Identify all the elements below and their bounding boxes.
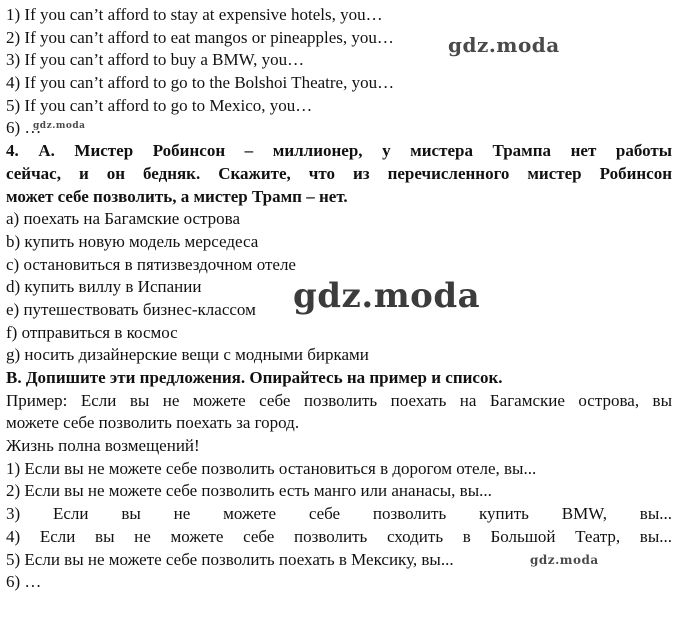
task-b-heading: B. Допишите эти предложения. Опирайтесь на пример и список.	[6, 368, 503, 387]
exercise-a-item-3: 3) If you can’t afford to buy a BMW, you…	[6, 50, 305, 70]
task-b-item-3: 3) Если вы не можете себе позволить купить BMW, вы...	[6, 504, 672, 524]
task-4-option-b: b) купить новую модель мерседеса	[6, 231, 259, 251]
task-4-heading-line-2: сейчас, и он бедняк. Скажите, что из перечисленного мистер Робинсон	[6, 163, 672, 183]
task-4-option-g: g) носить дизайнерские вещи с модными бирками	[6, 345, 369, 365]
exercise-a-item-6: 6) …	[6, 118, 42, 138]
task-4-option-d: d) купить виллу в Испании	[6, 277, 202, 297]
exercise-a-item-4: 4) If you can’t afford to go to the Bolshoi Theatre, you…	[6, 73, 395, 93]
task-b-items	[6, 458, 672, 594]
watermark-small-bottom: gdz.moda	[530, 553, 599, 567]
task-4-option-e: e) путешествовать бизнес-классом	[6, 299, 256, 319]
task-4-option-a: a) поехать на Багамские острова	[6, 209, 241, 229]
exercise-a-item-2: 2) If you can’t afford to eat mangos or pineapples, you…	[6, 27, 394, 47]
task-b-example-line-2: можете себе позволить поехать за город.	[6, 413, 300, 433]
task-4-heading	[6, 140, 672, 208]
exercise-a-item-5: 5) If you can’t afford to go to Mexico, you…	[6, 95, 313, 115]
watermark-large: gdz.moda	[293, 276, 481, 316]
task-b-item-2: 2) Если вы не можете себе позволить есть манго или ананасы, вы...	[6, 481, 492, 501]
exercise-a-list	[6, 4, 672, 140]
task-b-item-6: 6) …	[6, 572, 42, 592]
watermark-medium: gdz.moda	[448, 33, 560, 57]
task-4-option-c: c) остановиться в пятизвездочном отеле	[6, 254, 296, 274]
task-b-example-line-1: Пример: Если вы не можете себе позволить поехать на Багамские острова, вы	[6, 390, 672, 410]
exercise-a-item-1: 1) If you can’t afford to stay at expensive hotels, you…	[6, 5, 383, 24]
task-b-item-1: 1) Если вы не можете себе позволить остановиться в дорогом отеле, вы...	[6, 458, 537, 478]
task-b-example	[6, 390, 672, 435]
task-b-subheading: Жизнь полна возмещений!	[6, 436, 200, 456]
watermark-small-top: gdz.moda	[33, 121, 86, 131]
task-4-heading-line-1: 4. А. Мистер Робинсон – миллионер, у мистера Трампа нет работы	[6, 141, 672, 161]
task-4-option-f: f) отправиться в космос	[6, 322, 178, 342]
task-b-item-5: 5) Если вы не можете себе позволить поехать в Мексику, вы...	[6, 549, 454, 569]
task-4-heading-line-3: может себе позволить, а мистер Трамп – нет.	[6, 186, 348, 206]
task-b-item-4: 4) Если вы не можете себе позволить сходить в Большой Театр, вы...	[6, 526, 672, 546]
